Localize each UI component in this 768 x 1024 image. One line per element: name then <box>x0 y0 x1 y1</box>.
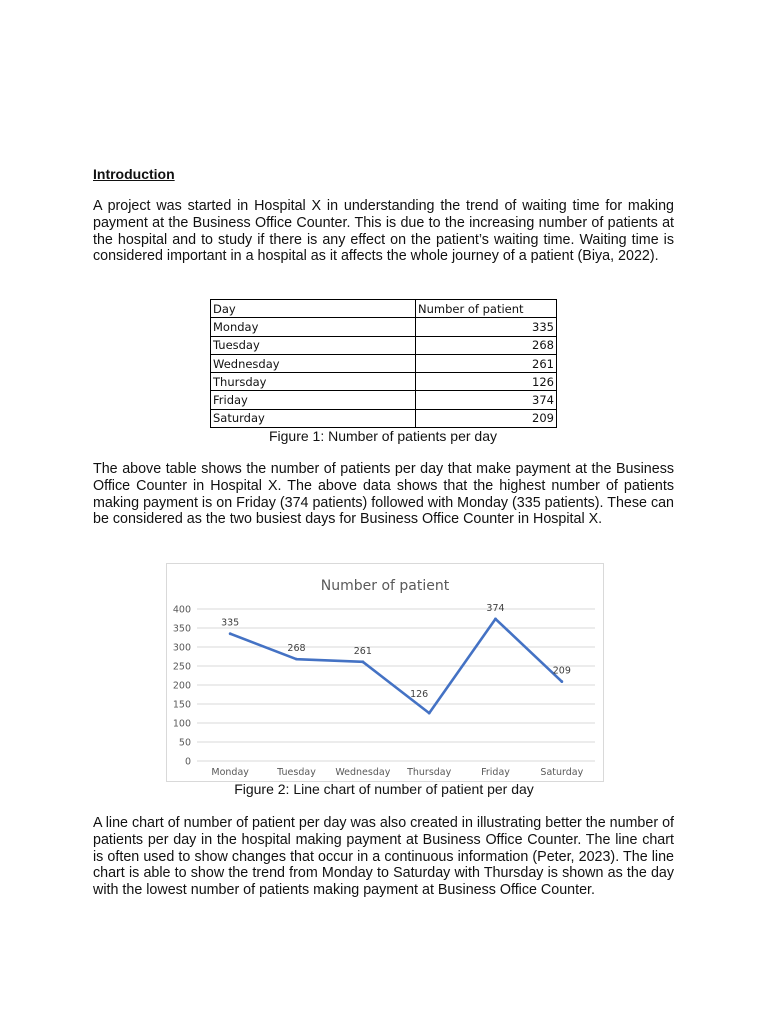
table-cell-count: 335 <box>416 318 557 336</box>
chart-discussion-paragraph: A line chart of number of patient per day was also created in illustrating better the number of patients per day in the hospital making payment at Business Office Counter. The line chart is often used to show changes that occur in a continuous information (Peter, 2023). The line chart is able to show the trend from Monday to Saturday with Thursday is shown as the day with the lowest number of patients making payment at Business Office Counter. <box>93 815 674 899</box>
y-tick-label: 150 <box>172 699 191 711</box>
table-row <box>211 373 557 391</box>
table-cell-count: 268 <box>416 336 557 354</box>
intro-paragraph: A project was started in Hospital X in understanding the trend of waiting time for making payment at the Business Office Counter. This is due to the increasing number of patients at the hospital and to study if there is any effect on the patient’s waiting time. Waiting time is considered important in a hospital as it affects the whole journey of a patient (Biya, 2022). <box>93 198 674 265</box>
figure2-caption: Figure 2: Line chart of number of patient per day <box>234 781 534 797</box>
y-tick-label: 400 <box>172 604 191 616</box>
x-tick-label: Thursday <box>407 767 452 778</box>
y-tick-label: 100 <box>172 718 191 730</box>
table-row <box>211 391 557 409</box>
data-point <box>428 712 431 715</box>
table-discussion-paragraph: The above table shows the number of patients per day that make payment at the Business Office Counter in Hospital X. The above data shows that the highest number of patients making payment is on Friday (374 patients) followed with Monday (335 patients). These can be considered as the two busiest days for Business Office Counter in Hospital X. <box>93 461 674 528</box>
data-label: 126 <box>410 689 429 701</box>
section-heading: Introduction <box>93 166 175 182</box>
table-cell-count: 261 <box>416 354 557 372</box>
y-tick-label: 200 <box>172 680 191 692</box>
data-label: 335 <box>221 617 240 629</box>
data-point <box>361 660 364 663</box>
x-tick-label: Saturday <box>540 767 584 778</box>
table-cell-day: Tuesday <box>211 336 416 354</box>
table-cell-count: 126 <box>416 373 557 391</box>
line-chart <box>166 563 604 782</box>
table-row <box>211 318 557 336</box>
table-cell-day: Wednesday <box>211 354 416 372</box>
table-header-count: Number of patient <box>416 300 557 318</box>
x-tick-label: Monday <box>211 767 249 778</box>
table-header-row <box>211 300 557 318</box>
table-cell-day: Monday <box>211 318 416 336</box>
y-tick-label: 50 <box>178 737 191 749</box>
data-label: 209 <box>552 665 571 677</box>
figure1-caption: Figure 1: Number of patients per day <box>268 428 497 444</box>
data-label: 268 <box>287 643 306 655</box>
table-cell-day: Friday <box>211 391 416 409</box>
y-tick-label: 0 <box>184 756 191 768</box>
y-tick-label: 350 <box>172 623 191 635</box>
patients-table <box>210 299 557 428</box>
y-tick-label: 250 <box>172 661 191 673</box>
data-point <box>229 632 232 635</box>
line-chart-svg <box>167 564 603 781</box>
table-header-day: Day <box>211 300 416 318</box>
table-cell-day: Saturday <box>211 409 416 427</box>
chart-title: Number of patient <box>320 578 450 594</box>
data-point <box>560 680 563 683</box>
table-row <box>211 409 557 427</box>
x-tick-label: Wednesday <box>335 767 391 778</box>
table-row <box>211 336 557 354</box>
x-tick-label: Friday <box>481 767 510 778</box>
table-row <box>211 354 557 372</box>
data-point <box>295 658 298 661</box>
data-point <box>494 617 497 620</box>
data-label: 374 <box>486 602 505 614</box>
table-cell-count: 374 <box>416 391 557 409</box>
table-cell-count: 209 <box>416 409 557 427</box>
x-tick-label: Tuesday <box>277 767 316 778</box>
data-label: 261 <box>353 645 372 657</box>
y-tick-label: 300 <box>172 642 191 654</box>
table-cell-day: Thursday <box>211 373 416 391</box>
